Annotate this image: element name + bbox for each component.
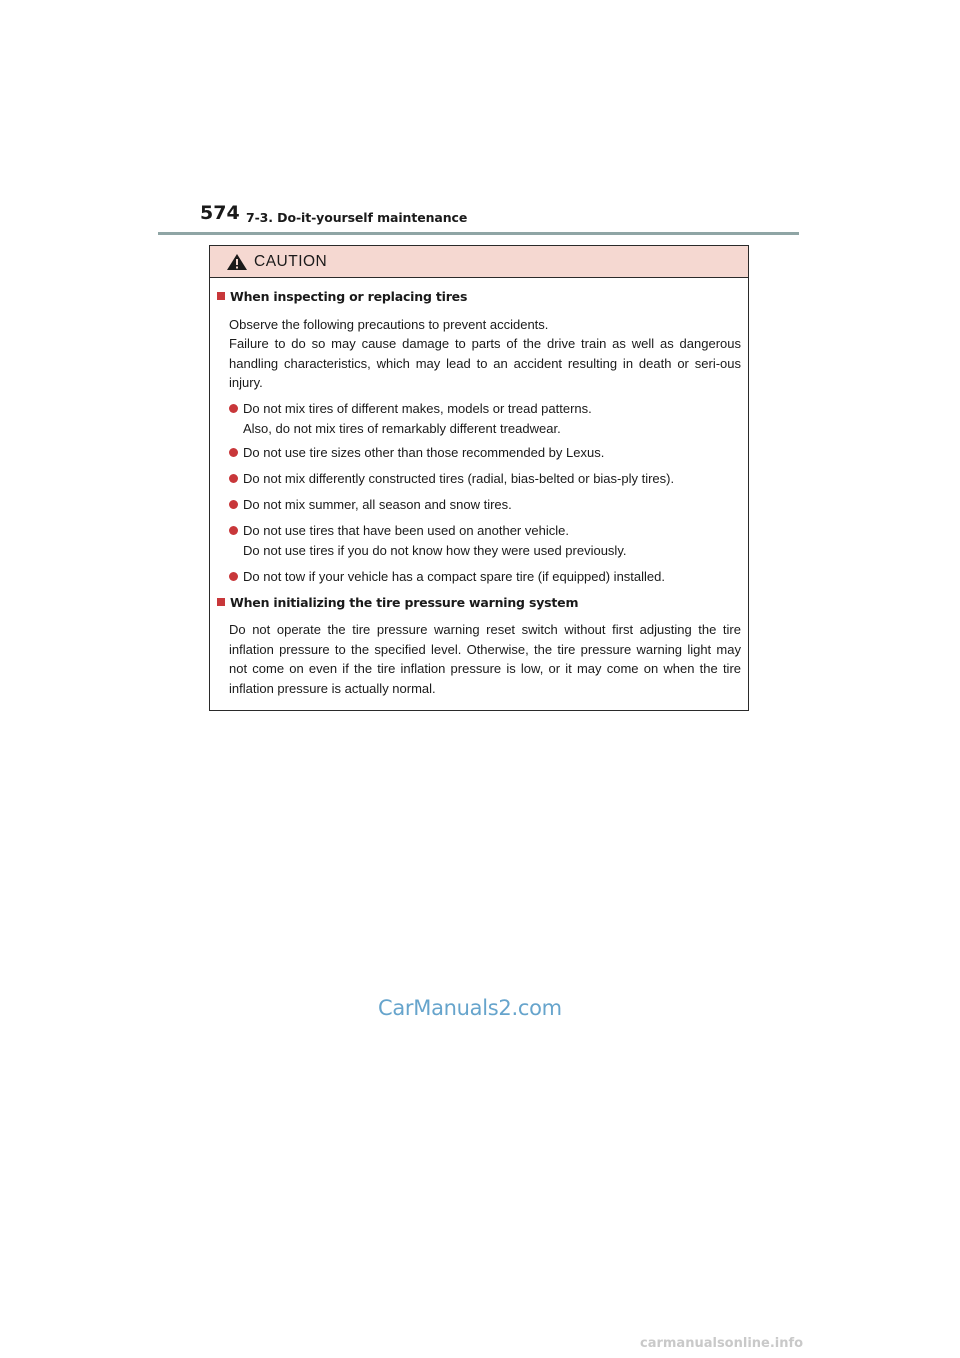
bullet-dot-icon [229,500,238,509]
list-item [229,399,741,439]
list-item [229,469,741,489]
bullet-dot-icon [229,572,238,581]
section-heading-text: When initializing the tire pressure warning system [230,595,579,610]
paragraph-text: Failure to do so may cause damage to parts of the drive train as well as dangerous handling characteristics, which may lead to an accident resulting in death or seri-ous injury. [229,336,741,390]
list-item-text: Do not mix differently constructed tires (radial, bias-belted or bias-ply tires). [243,471,675,486]
section-heading [217,289,467,304]
square-bullet-icon [217,598,225,606]
paragraph-text: Do not operate the tire pressure warning reset switch without first adjusting the tire inflation pressure to the specified level. Otherwise, the tire pressure warning light may not come on even if the tire inflation pressure is low, or it may come on when the tire inflation pressure is actually normal. [229,622,741,696]
list-item-text: Do not use tires if you do not know how they were used previously. [243,543,627,558]
caution-label: CAUTION [254,253,328,270]
paragraph-line: Observe the following precautions to prevent accidents. [229,317,549,332]
section-title: 7-3. Do-it-yourself maintenance [246,210,468,225]
list-item [229,567,741,587]
paragraph [229,315,741,335]
bullet-dot-icon [229,404,238,413]
list-item-text: Do not mix tires of different makes, models or tread patterns. [243,401,592,416]
list-item-text: Do not tow if your vehicle has a compact spare tire (if equipped) installed. [243,569,665,584]
list-item-text: Do not use tire sizes other than those recommended by Lexus. [243,445,605,460]
section-heading [217,595,578,610]
paragraph [229,620,741,698]
list-item-text: Do not use tires that have been used on another vehicle. [243,523,569,538]
list-item-text: Also, do not mix tires of remarkably different treadwear. [243,421,561,436]
bullet-dot-icon [229,526,238,535]
header-rule [158,232,799,235]
caution-header [210,246,748,278]
bullet-dot-icon [229,448,238,457]
list-item [229,443,741,463]
footer-watermark: carmanualsonline.info [640,1336,804,1351]
caution-box [209,245,749,711]
watermark: CarManuals2.com [378,996,562,1020]
list-item [229,495,741,515]
square-bullet-icon [217,292,225,300]
section-heading-text: When inspecting or replacing tires [230,289,468,304]
list-item [229,521,741,561]
paragraph [229,334,741,393]
warning-triangle-icon [226,253,248,271]
bullet-dot-icon [229,474,238,483]
page-number: 574 [200,202,240,224]
list-item-text: Do not mix summer, all season and snow tires. [243,497,512,512]
